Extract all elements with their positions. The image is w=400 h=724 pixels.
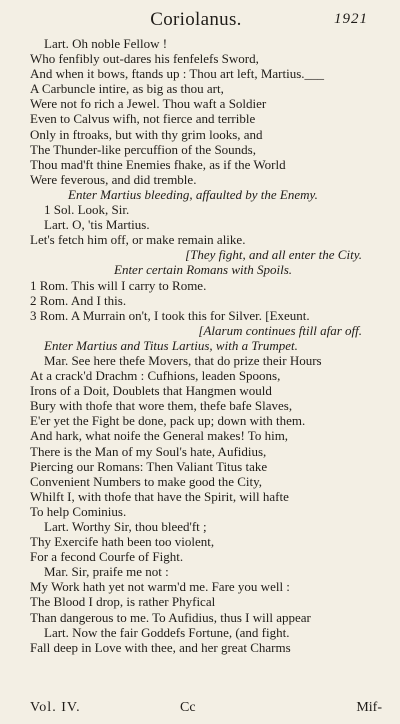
text-line: Mar. Sir, praife me not : bbox=[44, 564, 169, 580]
text-line: There is the Man of my Soul's hate, Aufidius, bbox=[30, 443, 267, 459]
volume-label: Vol. IV. bbox=[30, 700, 81, 715]
text-line: A Carbuncle intire, as big as thou art, bbox=[30, 81, 224, 97]
text-line: And when it bows, ftands up : Thou art left, Martius.___ bbox=[30, 66, 325, 82]
signature-mark: Cc bbox=[180, 700, 196, 715]
text-line: Even to Calvus wifh, not fierce and terrible bbox=[30, 111, 256, 127]
text-line: My Work hath yet not warm'd me. Fare you well : bbox=[30, 579, 290, 595]
text-line: Let's fetch him off, or make remain alike. bbox=[30, 232, 246, 248]
text-line: Lart. Oh noble Fellow ! bbox=[44, 36, 168, 51]
text-line: Lart. Now the fair Goddefs Fortune, (and fight. bbox=[44, 624, 290, 640]
text-line: Were feverous, and did tremble. bbox=[30, 171, 197, 187]
text-line: 3 Rom. A Murrain on't, I took this for Silver. [Exeunt. bbox=[30, 307, 310, 323]
text-line: For a fecond Courfe of Fight. bbox=[30, 549, 184, 565]
text-line: Thou mad'ft thine Enemies fhake, as if the World bbox=[30, 156, 286, 172]
page-header bbox=[30, 0, 368, 36]
text-line: The Thunder-like percuffion of the Sounds, bbox=[30, 141, 256, 157]
text-line: Piercing our Romans: Then Valiant Titus take bbox=[30, 458, 268, 474]
page-footer bbox=[30, 700, 382, 718]
text-line: To help Cominius. bbox=[30, 503, 127, 519]
text-line: The Blood I drop, is rather Phyfical bbox=[30, 594, 216, 610]
text-line: Convenient Numbers to make good the City, bbox=[30, 473, 263, 489]
text-line: Lart. O, 'tis Martius. bbox=[44, 217, 150, 233]
stage-direction: [Alarum continues ftill afar off. bbox=[198, 322, 362, 338]
stage-direction: [They fight, and all enter the City. bbox=[185, 247, 362, 263]
text-line: Mar. See here thefe Movers, that do prize their Hours bbox=[44, 352, 322, 368]
text-line: Than dangerous to me. To Aufidius, thus I will appear bbox=[30, 609, 311, 625]
text-line: Bury with thofe that wore them, thefe bafe Slaves, bbox=[30, 398, 293, 414]
play-text bbox=[30, 36, 362, 655]
catchword: Mif- bbox=[356, 700, 382, 715]
stage-direction: Enter certain Romans with Spoils. bbox=[114, 262, 293, 278]
stage-direction: Enter Martius bleeding, affaulted by the Enemy. bbox=[68, 186, 318, 202]
text-line: Thy Exercife hath been too violent, bbox=[30, 534, 215, 550]
text-line: Were not fo rich a Jewel. Thou waft a Soldier bbox=[30, 96, 267, 112]
text-line: Who fenfibly out-dares his fenfelefs Sword, bbox=[30, 51, 259, 67]
text-line: And hark, what noife the General makes! To him, bbox=[30, 428, 289, 444]
text-line: 2 Rom. And I this. bbox=[30, 292, 127, 308]
stage-direction: Enter Martius and Titus Lartius, with a Trumpet. bbox=[44, 337, 298, 353]
page-number: 1921 bbox=[334, 11, 368, 27]
text-line: At a crack'd Drachm : Cufhions, leaden Spoons, bbox=[30, 368, 281, 384]
text-line: Only in ftroaks, but with thy grim looks, and bbox=[30, 126, 263, 142]
text-line: Lart. Worthy Sir, thou bleed'ft ; bbox=[44, 519, 207, 534]
text-line: E'er yet the Fight be done, pack up; down with them. bbox=[30, 413, 306, 429]
text-line: 1 Sol. Look, Sir. bbox=[44, 202, 130, 218]
text-line: Whilft I, with thofe that have the Spirit, will hafte bbox=[30, 488, 289, 504]
text-line: Fall deep in Love with thee, and her great Charms bbox=[30, 639, 291, 655]
text-line: 1 Rom. This will I carry to Rome. bbox=[30, 277, 207, 293]
text-line: Irons of a Doit, Doublets that Hangmen would bbox=[30, 383, 272, 399]
running-title: Coriolanus. bbox=[150, 9, 242, 30]
